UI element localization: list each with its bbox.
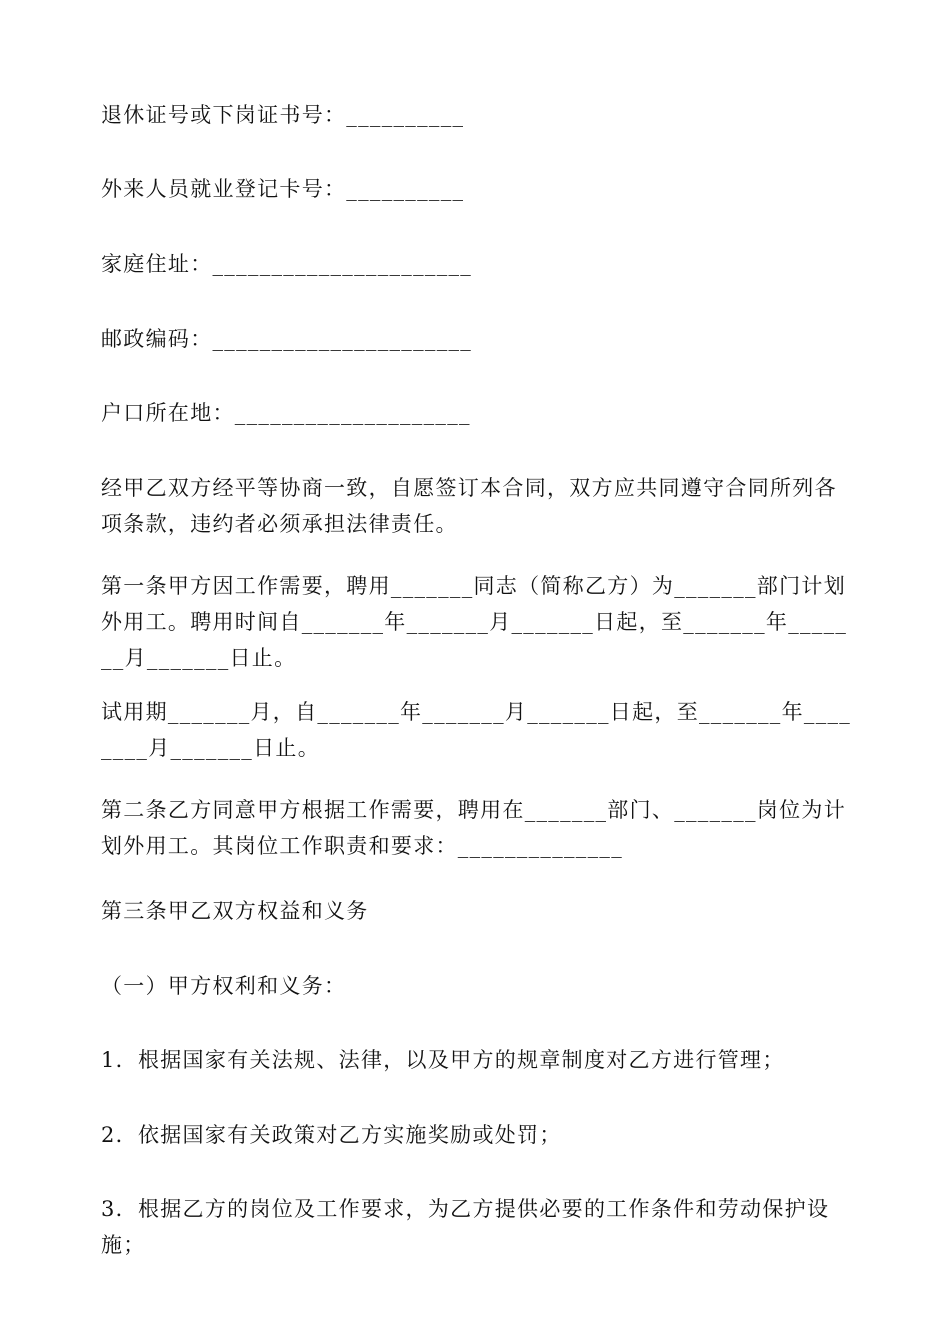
- retirement-certificate-field: 退休证号或下岗证书号：__________: [101, 103, 465, 127]
- household-registration-field: 户口所在地：____________________: [101, 401, 471, 425]
- party-a-item-2: 2．依据国家有关政策对乙方实施奖励或处罚；: [101, 1123, 562, 1147]
- article-two: 第二条乙方同意甲方根据工作需要，聘用在_______部门、_______岗位为计划外用工。其岗位工作职责和要求：______________: [101, 798, 846, 858]
- probation-period: 试用期_______月，自_______年_______月_______日起，至_______年________月_______日止。: [101, 700, 852, 760]
- article-one: 第一条甲方因工作需要，聘用_______同志（简称乙方）为_______部门计划外用工。聘用时间自_______年_______月_______日起，至_______年_______月_______日止。: [101, 574, 848, 670]
- party-a-item-1: 1．根据国家有关法规、法律，以及甲方的规章制度对乙方进行管理；: [101, 1048, 785, 1072]
- home-address-field: 家庭住址：______________________: [101, 252, 473, 276]
- article-three-heading: 第三条甲乙双方权益和义务: [101, 899, 369, 923]
- party-a-rights-heading: （一）甲方权利和义务：: [101, 974, 347, 998]
- party-a-item-3: 3．根据乙方的岗位及工作要求，为乙方提供必要的工作条件和劳动保护设施；: [101, 1197, 830, 1257]
- postal-code-field: 邮政编码：______________________: [101, 327, 473, 351]
- agreement-preamble: 经甲乙双方经平等协商一致，自愿签订本合同，双方应共同遵守合同所列各项条款，违约者必须承担法律责任。: [101, 476, 837, 536]
- employment-card-field: 外来人员就业登记卡号：__________: [101, 177, 465, 201]
